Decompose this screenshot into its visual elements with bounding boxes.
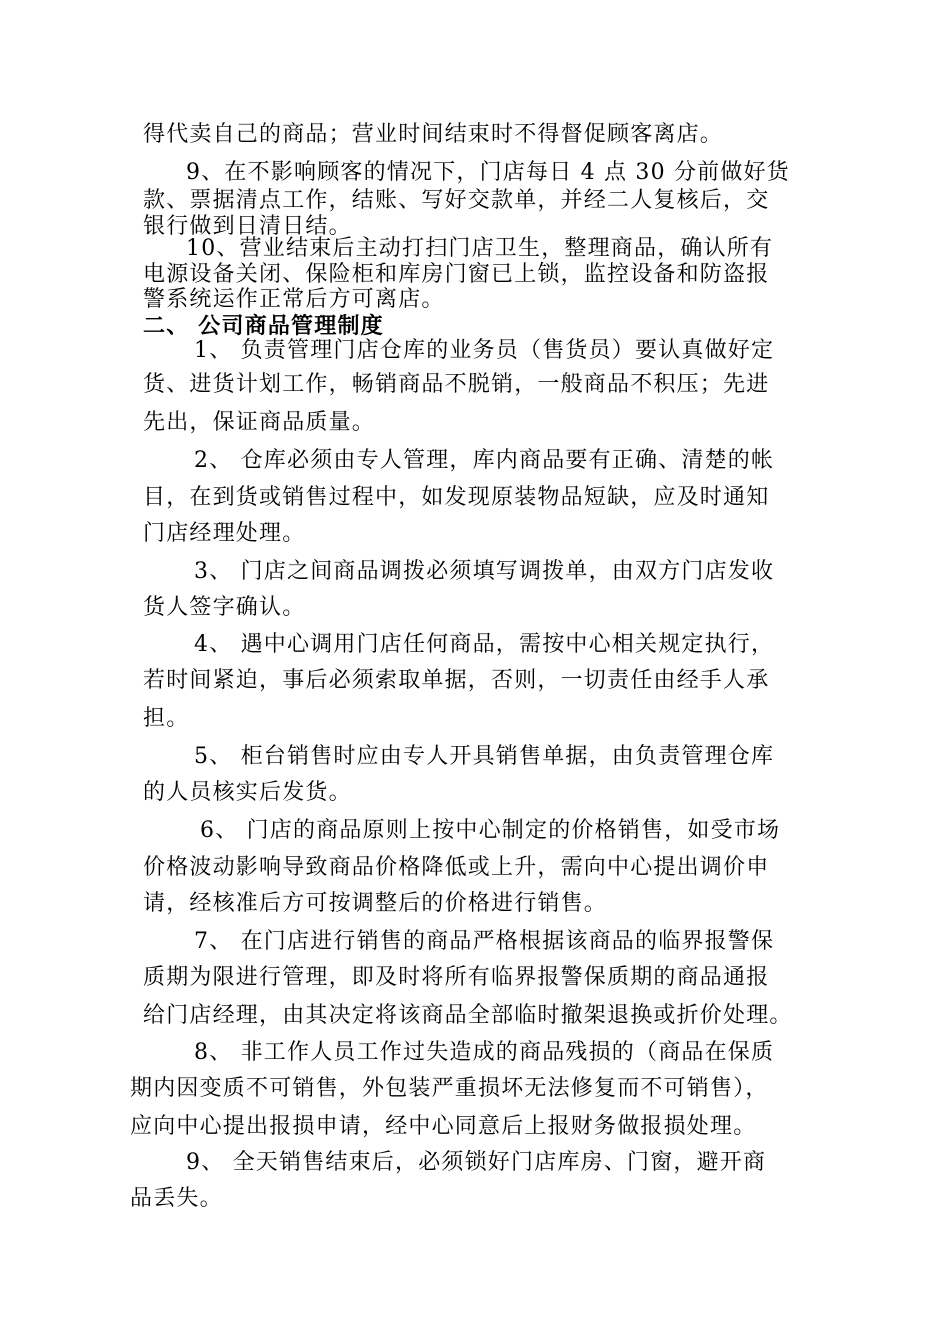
text-line: 银行做到日清日结。 xyxy=(143,214,352,239)
text-line: 电源设备关闭、保险柜和库房门窗已上锁，监控设备和防盗报 xyxy=(143,262,770,287)
text-line: 5、 柜台销售时应由专人开具销售单据，由负责管理仓库 xyxy=(194,744,775,769)
text-line: 8、 非工作人员工作过失造成的商品残损的（商品在保质 xyxy=(194,1040,775,1065)
text-line: 先出，保证商品质量。 xyxy=(143,410,376,435)
text-line: 警系统运作正常后方可离店。 xyxy=(143,287,445,312)
text-line: 1、 负责管理门店仓库的业务员（售货员）要认真做好定 xyxy=(194,338,775,363)
text-line: 门店经理处理。 xyxy=(143,521,306,546)
text-line: 担。 xyxy=(143,706,190,731)
text-line: 10、营业结束后主动打扫门店卫生，整理商品，确认所有 xyxy=(186,236,774,261)
text-line: 给门店经理，由其决定将该商品全部临时撤架退换或折价处理。 xyxy=(143,1003,793,1028)
text-line: 品丢失。 xyxy=(130,1186,223,1211)
text-line: 7、 在门店进行销售的商品严格根据该商品的临界报警保 xyxy=(194,929,775,954)
text-line: 款、票据清点工作，结账、写好交款单，并经二人复核后，交 xyxy=(143,188,770,213)
text-line: 期内因变质不可销售，外包装严重损坏无法修复而不可销售）， xyxy=(130,1076,769,1101)
text-line: 9、 全天销售结束后，必须锁好门店库房、门窗，避开商 xyxy=(186,1150,767,1175)
text-line: 应向中心提出报损申请，经中心同意后上报财务做报损处理。 xyxy=(130,1114,757,1139)
text-line: 3、 门店之间商品调拨必须填写调拨单，由双方门店发收 xyxy=(194,559,775,584)
section-heading: 二、 公司商品管理制度 xyxy=(143,313,384,339)
text-line: 价格波动影响导致商品价格降低或上升，需向中心提出调价申 xyxy=(143,855,770,880)
text-line: 请，经核准后方可按调整后的价格进行销售。 xyxy=(143,891,608,916)
text-line: 货人签字确认。 xyxy=(143,595,306,620)
text-line: 9、在不影响顾客的情况下，门店每日 4 点 30 分前做好货 xyxy=(186,160,790,185)
text-line: 若时间紧迫，事后必须索取单据，否则，一切责任由经手人承 xyxy=(143,668,770,693)
text-line: 的人员核实后发货。 xyxy=(143,780,352,805)
text-line: 得代卖自己的商品；营业时间结束时不得督促顾客离店。 xyxy=(143,122,724,147)
text-line: 2、 仓库必须由专人管理，库内商品要有正确、清楚的帐 xyxy=(194,448,775,473)
text-line: 目，在到货或销售过程中，如发现原装物品短缺，应及时通知 xyxy=(143,485,770,510)
text-line: 4、 遇中心调用门店任何商品，需按中心相关规定执行， xyxy=(194,632,775,657)
text-line: 质期为限进行管理，即及时将所有临界报警保质期的商品通报 xyxy=(143,965,770,990)
text-line: 货、进货计划工作，畅销商品不脱销，一般商品不积压；先进 xyxy=(143,372,770,397)
text-line: 6、 门店的商品原则上按中心制定的价格销售，如受市场 xyxy=(200,818,781,843)
